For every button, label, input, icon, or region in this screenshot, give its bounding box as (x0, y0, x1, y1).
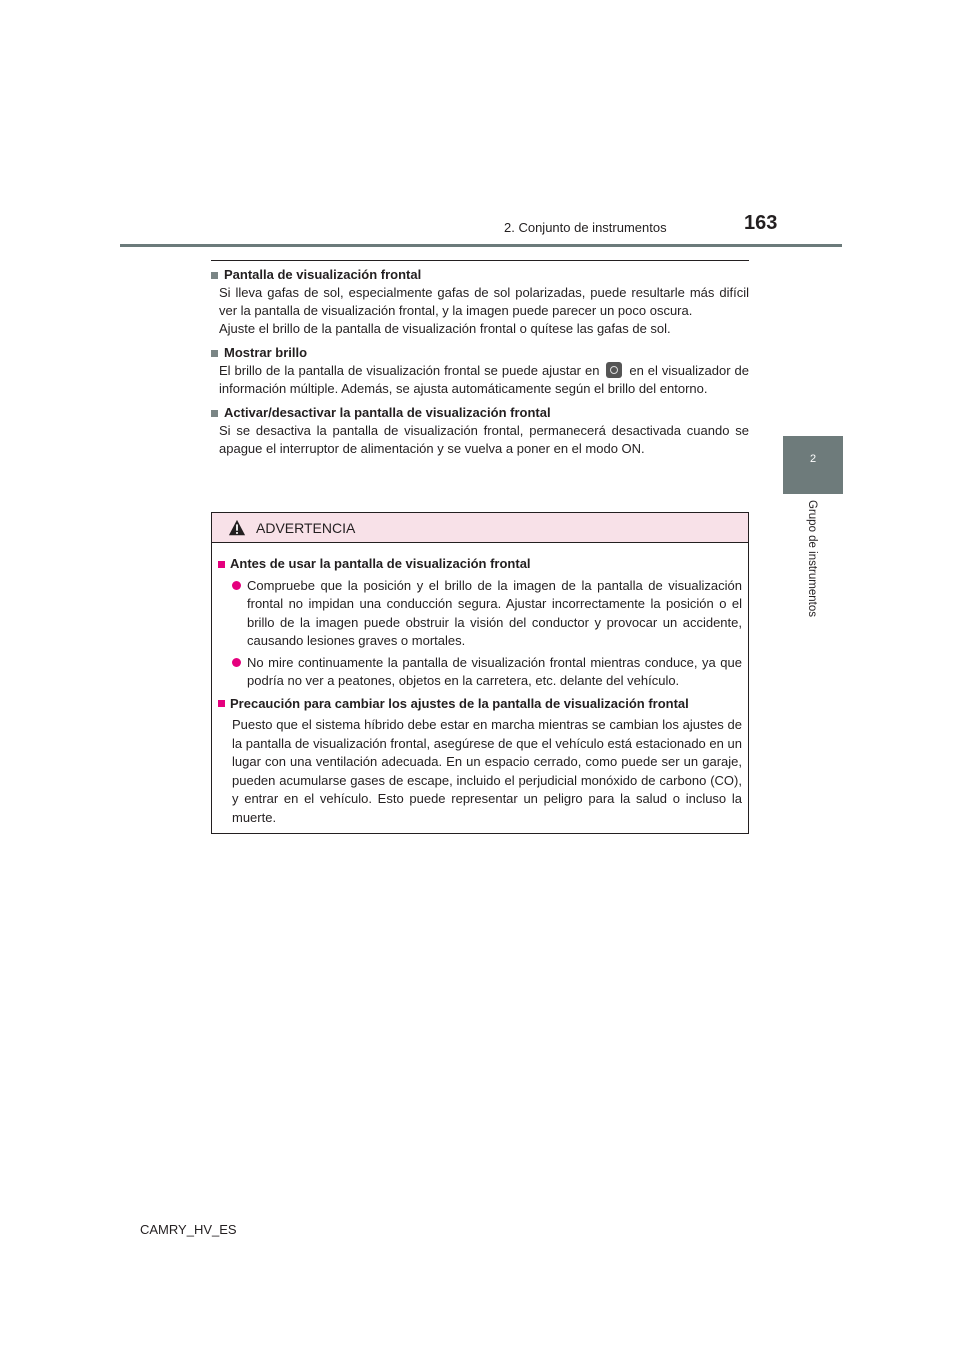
model-code: CAMRY_HV_ES (140, 1222, 237, 1237)
section-paragraph: Ajuste el brillo de la pantalla de visualización frontal o quítese las gafas de sol. (219, 321, 671, 336)
text-after-icon: en el visualizador de información múltiple. Además, se ajusta automáticamente según el brillo del entorno. (219, 363, 749, 396)
warning-title: ADVERTENCIA (256, 519, 356, 536)
circle-bullet-icon (232, 658, 241, 667)
section-rule (211, 260, 749, 261)
warning-heading (218, 555, 742, 574)
header-rule (120, 244, 842, 247)
page-number: 163 (744, 212, 778, 234)
chapter-tab (783, 436, 843, 494)
section-paragraph: Si lleva gafas de sol, especialmente gafas de sol polarizadas, puede resultarle más difícil ver la pantalla de visualización frontal, y la imagen puede parecer un poco oscura. (219, 285, 749, 318)
warning-bullet (232, 577, 742, 651)
warning-box (211, 512, 749, 834)
warning-triangle-icon (228, 519, 246, 537)
section-heading (211, 344, 749, 362)
section-paragraph: Si se desactiva la pantalla de visualización frontal, permanecerá desactivada cuando se apague el interruptor de alimentación y se vuelva a poner en el modo ON. (219, 423, 749, 456)
section-paragraph (219, 362, 749, 398)
section-title: Mostrar brillo (224, 345, 308, 360)
warning-paragraph: Puesto que el sistema híbrido debe estar en marcha mientras se cambian los ajustes de la pantalla de visualización frontal, asegúrese de que el vehículo está estacionado en un lugar con una ventilación adecuada. En un espacio cerrado, como puede ser un garaje, pueden acumularse gases de escape, incluido el perjudicial monóxido de carbono (CO), y entrar en el vehículo. Esto puede representar un peligro para la salud o incluso la muerte. (232, 717, 742, 825)
section-heading (211, 404, 749, 422)
settings-gear-icon (606, 362, 622, 378)
section-title: Activar/desactivar la pantalla de visualización frontal (224, 405, 551, 420)
square-bullet-icon (218, 561, 225, 568)
warning-header (212, 513, 748, 543)
warning-heading-text: Precaución para cambiar los ajustes de la pantalla de visualización frontal (230, 695, 689, 711)
square-bullet-icon (211, 272, 218, 279)
section-heading (211, 266, 749, 284)
section-title: Pantalla de visualización frontal (224, 267, 422, 282)
main-content (211, 266, 749, 458)
chapter-tab-number: 2 (809, 453, 817, 465)
warning-heading-text: Antes de usar la pantalla de visualización frontal (230, 556, 531, 571)
text-before-icon: El brillo de la pantalla de visualización frontal se puede ajustar en (219, 363, 600, 378)
circle-bullet-icon (232, 581, 241, 590)
warning-bullet (232, 654, 742, 691)
square-bullet-icon (218, 700, 225, 707)
square-bullet-icon (211, 350, 218, 357)
warning-body (212, 543, 748, 827)
warning-bullet-text: Compruebe que la posición y el brillo de la imagen de la pantalla de visualización frontal no impidan una conducción segura. Ajustar incorrectamente la posición o el brillo de la imagen puede obstruir la visión del conductor y provocar un accidente, causando lesiones graves o mortales. (247, 577, 742, 648)
square-bullet-icon (211, 410, 218, 417)
chapter-tab-label: Grupo de instrumentos (806, 500, 818, 617)
running-header-section: 2. Conjunto de instrumentos (504, 220, 667, 235)
warning-heading (218, 695, 742, 714)
warning-bullet-text: No mire continuamente la pantalla de visualización frontal mientras conduce, ya que podría no ver a peatones, objetos en la carretera, etc. delante del vehículo. (247, 654, 742, 688)
